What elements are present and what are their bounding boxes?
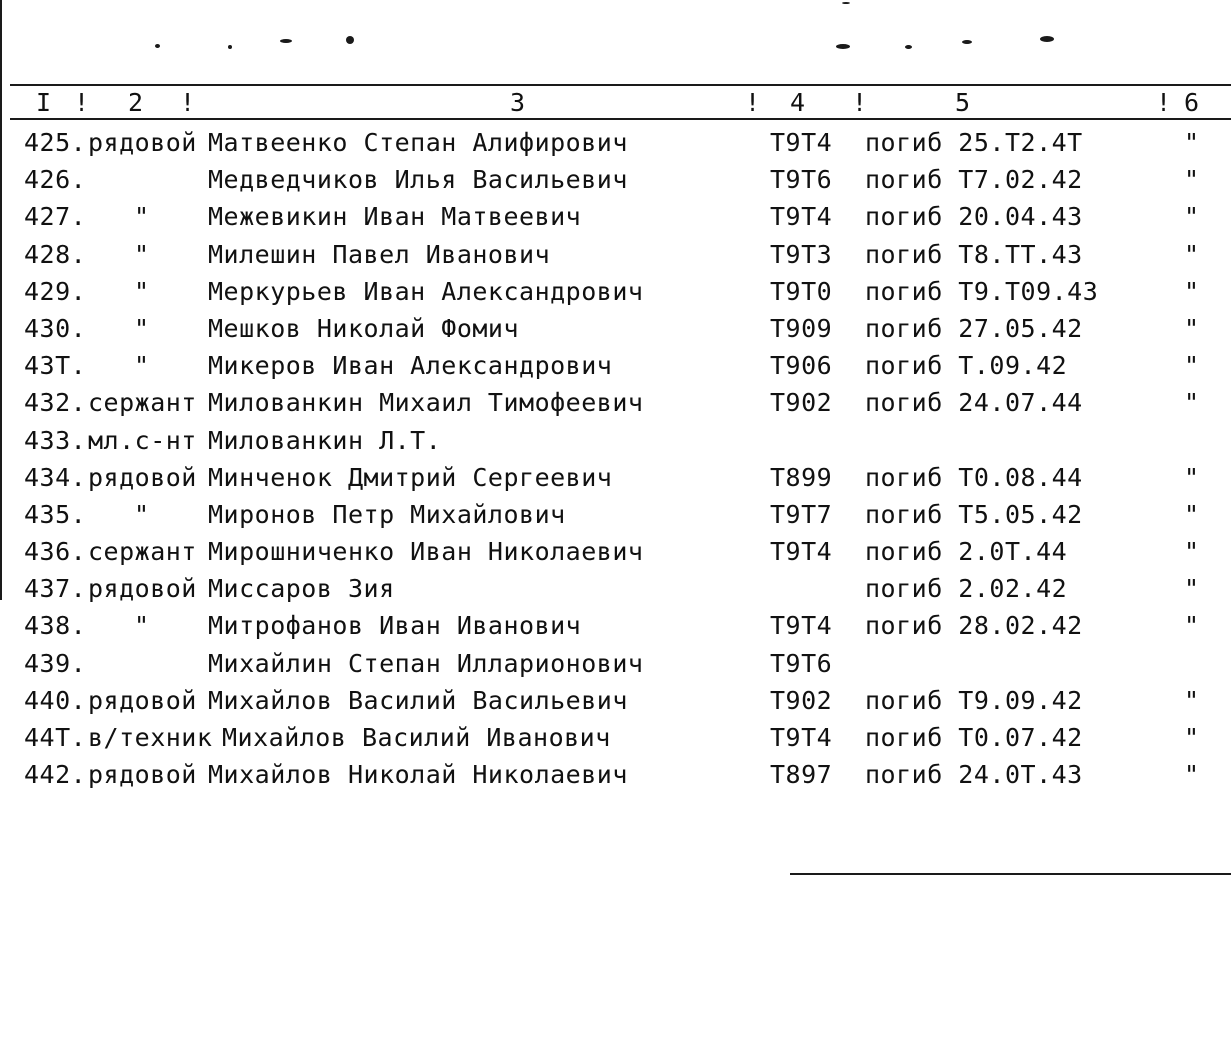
record-rank: рядовой: [88, 462, 197, 492]
table-row: [0, 682, 1231, 719]
record-name: Меркурьев Иван Александрович: [208, 276, 644, 306]
record-birth-year: Т9Т3: [770, 239, 833, 269]
record-birth-year: Т897: [770, 760, 833, 790]
record-ditto-mark: ": [1184, 388, 1200, 418]
record-birth-year: Т9Т4: [770, 202, 833, 232]
table-row: [0, 347, 1231, 384]
record-birth-year: Т902: [770, 388, 833, 418]
record-number: 44Т.: [24, 723, 87, 752]
record-status: погиб 28.02.42: [865, 611, 1083, 641]
scan-speck: [905, 45, 912, 49]
record-birth-year: Т9Т4: [770, 128, 833, 157]
record-name: Милованкин Л.Т.: [208, 425, 442, 455]
record-rank: ": [134, 276, 150, 306]
header-col4: 4: [790, 88, 807, 117]
record-status: погиб 27.05.42: [865, 313, 1083, 343]
table-row: [0, 645, 1231, 682]
table-row: [0, 384, 1231, 421]
table-row: [0, 756, 1231, 793]
record-ditto-mark: ": [1184, 462, 1200, 492]
record-status: погиб Т5.05.42: [865, 499, 1083, 529]
record-status: погиб 2.02.42: [865, 574, 1068, 604]
record-birth-year: Т9Т4: [770, 723, 833, 752]
record-name: Миронов Петр Михайлович: [208, 499, 566, 529]
header-separator: !: [852, 88, 869, 117]
header-separator: !: [180, 88, 197, 117]
record-list: [0, 124, 1231, 793]
record-rank: рядовой: [88, 760, 197, 790]
table-row: [0, 310, 1231, 347]
record-number: 433.: [24, 425, 87, 455]
scan-speck: [346, 36, 354, 44]
record-status: погиб Т7.02.42: [865, 165, 1083, 195]
record-ditto-mark: ": [1184, 499, 1200, 529]
record-name: Милованкин Михаил Тимофеевич: [208, 388, 644, 418]
header-separator: !: [74, 88, 91, 117]
record-birth-year: Т9Т0: [770, 276, 833, 306]
header-top-rule: [10, 84, 1231, 86]
record-ditto-mark: ": [1184, 723, 1200, 752]
record-ditto-mark: ": [1184, 276, 1200, 306]
record-status: погиб Т8.ТТ.43: [865, 239, 1083, 269]
table-row: [0, 161, 1231, 198]
record-name: Милешин Павел Иванович: [208, 239, 551, 269]
record-birth-year: Т902: [770, 685, 833, 715]
table-row: [0, 124, 1231, 161]
record-birth-year: Т909: [770, 313, 833, 343]
record-rank: ": [134, 239, 150, 269]
record-status: погиб 24.0Т.43: [865, 760, 1083, 790]
record-name: Матвеенко Степан Алифирович: [208, 128, 628, 157]
record-rank: ": [134, 611, 150, 641]
record-rank: ": [134, 499, 150, 529]
record-ditto-mark: ": [1184, 537, 1200, 567]
table-row: [0, 198, 1231, 235]
record-status: погиб Т9.09.42: [865, 685, 1083, 715]
record-name: Михайлов Василий Васильевич: [208, 685, 628, 715]
table-row: [0, 533, 1231, 570]
table-row: [0, 459, 1231, 496]
record-name: Минченок Дмитрий Сергеевич: [208, 462, 613, 492]
record-ditto-mark: ": [1184, 239, 1200, 269]
record-rank: сержант: [88, 388, 197, 418]
record-number: 43Т.: [24, 351, 87, 381]
record-ditto-mark: ": [1184, 313, 1200, 343]
table-row: [0, 570, 1231, 607]
scan-speck: [836, 44, 850, 49]
scan-speck: [280, 39, 292, 43]
record-status: погиб 20.04.43: [865, 202, 1083, 232]
record-number: 436.: [24, 537, 87, 567]
record-number: 440.: [24, 685, 87, 715]
record-status: погиб Т9.Т09.43: [865, 276, 1099, 306]
record-rank: рядовой: [88, 685, 197, 715]
record-ditto-mark: ": [1184, 611, 1200, 641]
record-number: 435.: [24, 499, 87, 529]
record-name: Микеров Иван Александрович: [208, 351, 613, 381]
header-separator: !: [745, 88, 762, 117]
footer-rule: [790, 873, 1231, 875]
record-name: Митрофанов Иван Иванович: [208, 611, 582, 641]
record-name: Мирошниченко Иван Николаевич: [208, 537, 644, 567]
scan-speck: [842, 2, 850, 4]
header-col2: 2: [128, 88, 145, 117]
scan-speck: [962, 40, 972, 44]
record-birth-year: Т899: [770, 462, 833, 492]
record-ditto-mark: ": [1184, 685, 1200, 715]
table-row: [0, 273, 1231, 310]
record-number: 426.: [24, 165, 87, 195]
record-birth-year: Т9Т7: [770, 499, 833, 529]
header-col5: 5: [955, 88, 972, 117]
record-number: 427.: [24, 202, 87, 232]
record-name: Михайлов Василий Иванович: [222, 723, 611, 752]
record-number: 434.: [24, 462, 87, 492]
record-ditto-mark: ": [1184, 128, 1200, 157]
record-name: Михайлов Николай Николаевич: [208, 760, 628, 790]
record-name: Михайлин Степан Илларионович: [208, 648, 644, 678]
record-name: Мешков Николай Фомич: [208, 313, 520, 343]
record-name: Медведчиков Илья Васильевич: [208, 165, 628, 195]
record-rank: рядовой: [88, 128, 197, 157]
table-row: [0, 422, 1231, 459]
scan-speck: [1040, 36, 1054, 42]
record-number: 437.: [24, 574, 87, 604]
record-number: 425.: [24, 128, 87, 157]
record-ditto-mark: ": [1184, 760, 1200, 790]
record-birth-year: Т9Т6: [770, 165, 833, 195]
record-number: 430.: [24, 313, 87, 343]
record-ditto-mark: ": [1184, 202, 1200, 232]
record-number: 429.: [24, 276, 87, 306]
header-col3: 3: [510, 88, 527, 117]
record-status: погиб Т0.07.42: [865, 723, 1083, 752]
record-rank: рядовой: [88, 574, 197, 604]
record-status: погиб Т0.08.44: [865, 462, 1083, 492]
record-birth-year: Т9Т4: [770, 537, 833, 567]
header-separator: !: [1156, 88, 1173, 117]
record-status: погиб 2.0Т.44: [865, 537, 1068, 567]
record-rank: в/техник: [88, 723, 213, 752]
record-number: 428.: [24, 239, 87, 269]
scan-speck: [228, 45, 232, 49]
record-ditto-mark: ": [1184, 574, 1200, 604]
table-row: [0, 496, 1231, 533]
scan-speck: [155, 44, 160, 48]
header-bottom-rule: [10, 118, 1231, 120]
header-col1: I: [36, 88, 53, 117]
record-number: 439.: [24, 648, 87, 678]
record-birth-year: Т9Т6: [770, 648, 833, 678]
table-row: [0, 607, 1231, 644]
table-row: [0, 236, 1231, 273]
record-status: погиб Т.09.42: [865, 351, 1068, 381]
record-rank: мл.с-нт: [88, 425, 197, 455]
record-rank: ": [134, 202, 150, 232]
table-row: [0, 719, 1231, 756]
record-birth-year: Т906: [770, 351, 833, 381]
record-rank: сержант: [88, 537, 197, 567]
record-rank: ": [134, 313, 150, 343]
record-number: 442.: [24, 760, 87, 790]
record-number: 438.: [24, 611, 87, 641]
record-ditto-mark: ": [1184, 351, 1200, 381]
record-name: Миссаров Зия: [208, 574, 395, 604]
record-ditto-mark: ": [1184, 165, 1200, 195]
record-name: Межевикин Иван Матвеевич: [208, 202, 582, 232]
record-status: погиб 24.07.44: [865, 388, 1083, 418]
record-rank: ": [134, 351, 150, 381]
record-status: погиб 25.Т2.4Т: [865, 128, 1083, 157]
record-birth-year: Т9Т4: [770, 611, 833, 641]
header-col6: 6: [1184, 88, 1201, 117]
record-number: 432.: [24, 388, 87, 418]
